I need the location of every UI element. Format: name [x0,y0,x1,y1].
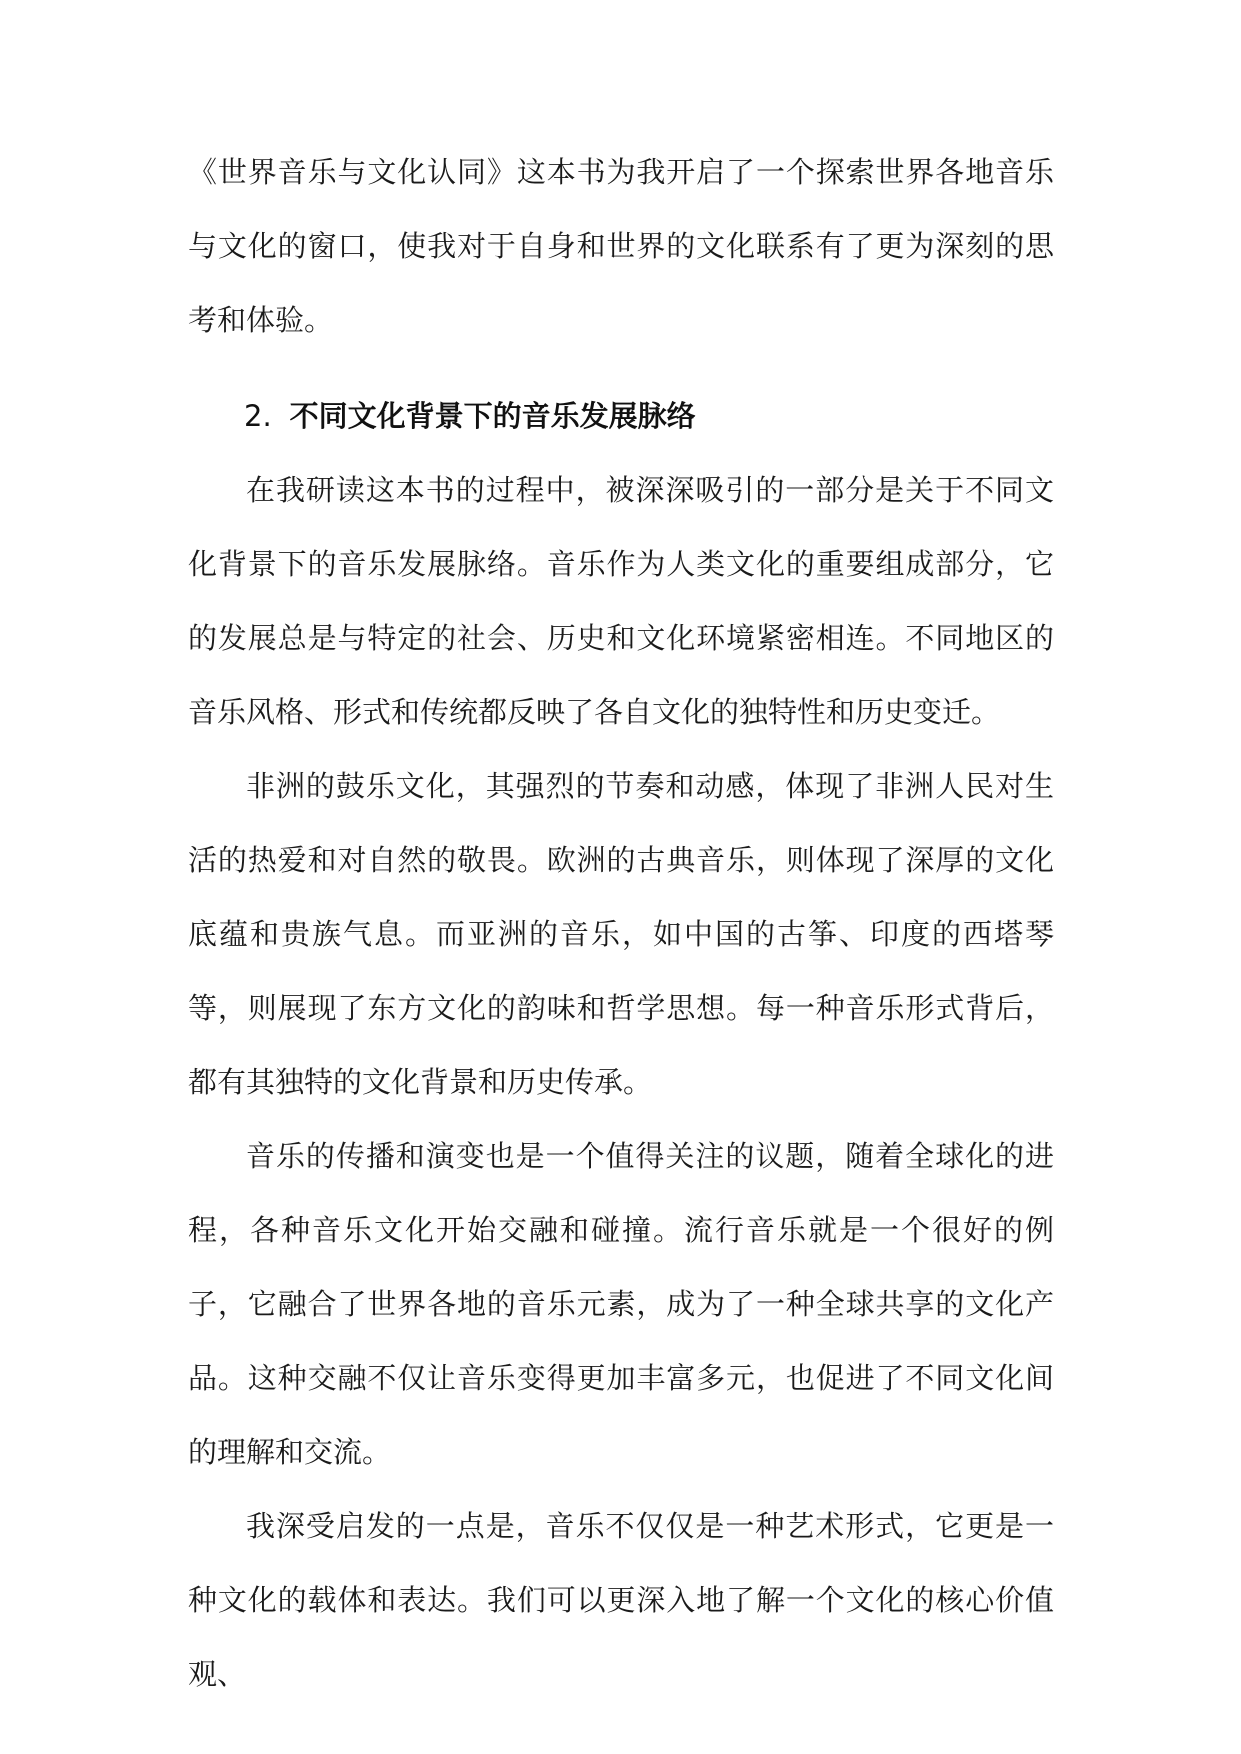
section-title: 不同文化背景下的音乐发展脉络 [289,399,696,433]
body-paragraph: 非洲的鼓乐文化，其强烈的节奏和动感，体现了非洲人民对生活的热爱和对自然的敬畏。欧洲的古典音乐，则体现了深厚的文化底蕴和贵族气息。而亚洲的音乐，如中国的古筝、印度的西塔琴等，则展现了东方文化的韵味和哲学思想。每一种音乐形式背后，都有其独特的文化背景和历史传承。 [188,769,1054,1099]
section-number: 2. [244,399,272,433]
spacer [188,357,1054,379]
body-paragraph: 音乐的传播和演变也是一个值得关注的议题，随着全球化的进程，各种音乐文化开始交融和碰撞。流行音乐就是一个很好的例子，它融合了世界各地的音乐元素，成为了一种全球共享的文化产品。这种交融不仅让音乐变得更加丰富多元，也促进了不同文化间的理解和交流。 [188,1139,1054,1469]
document-body [188,135,1054,1711]
body-paragraph: 在我研读这本书的过程中，被深深吸引的一部分是关于不同文化背景下的音乐发展脉络。音乐作为人类文化的重要组成部分，它的发展总是与特定的社会、历史和文化环境紧密相连。不同地区的音乐风格、形式和传统都反映了各自文化的独特性和历史变迁。 [188,473,1054,729]
intro-paragraph: 《世界音乐与文化认同》这本书为我开启了一个探索世界各地音乐与文化的窗口，使我对于自身和世界的文化联系有了更为深刻的思考和体验。 [188,155,1054,337]
body-paragraph: 我深受启发的一点是，音乐不仅仅是一种艺术形式，它更是一种文化的载体和表达。我们可以更深入地了解一个文化的核心价值观、 [188,1509,1054,1691]
section-heading [188,379,1054,453]
